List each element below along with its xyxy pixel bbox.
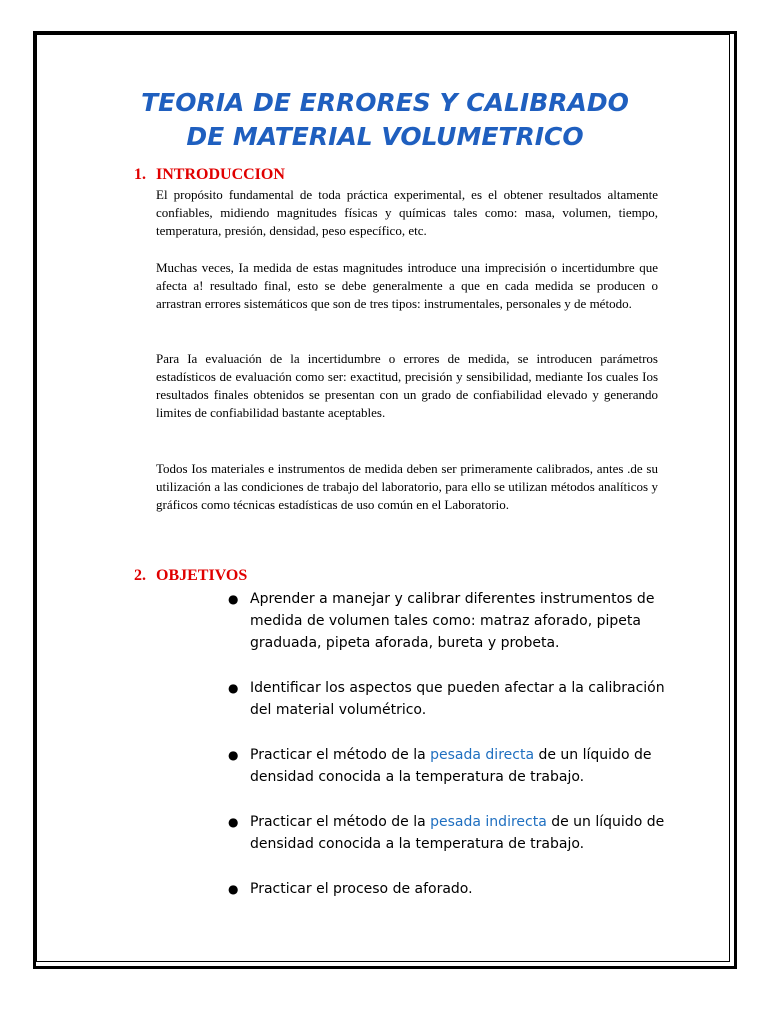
objective-text-after: de un líquido de densidad conocida a la temperatura de trabajo. (250, 814, 665, 852)
pesada-directa-link[interactable]: pesada directa (430, 747, 535, 763)
section-heading-introduccion (134, 166, 285, 184)
intro-paragraph-4: Todos Ios materiales e instrumentos de medida deben ser primeramente calibrados, antes .de su utilización a las condiciones de trabajo del laboratorio, para ello se utilizan métodos analíticos y gráficos como técnicas estadísticas de uso común en el Laboratorio. (156, 461, 658, 512)
section-title: OBJETIVOS (156, 567, 248, 584)
document-title (40, 86, 730, 154)
intro-paragraph-3: Para Ia evaluación de la incertidumbre o errores de medida, se introducen parámetros estadísticos de evaluación como ser: exactitud, precisión y sensibilidad, mediante Ios cuales Ios resultados finales obtenidos se presentan con un grado de confiabilidad elevado y generando limites de confiabilidad bastante aceptables. (156, 351, 658, 420)
bullet-icon: ● (228, 882, 239, 896)
list-item (226, 677, 666, 721)
bullet-icon: ● (228, 592, 239, 606)
objective-text: Identificar los aspectos que pueden afectar a la calibración del material volumétrico. (250, 680, 665, 718)
list-item (226, 811, 666, 855)
list-item (226, 744, 666, 788)
intro-paragraph-1: El propósito fundamental de toda práctica experimental, es el obtener resultados altamente confiables, midiendo magnitudes físicas y químicas tales como: masa, volumen, tiempo, temperatura, presión, densidad, peso específico, etc. (156, 187, 658, 238)
section-title: INTRODUCCION (156, 166, 285, 183)
bullet-icon: ● (228, 748, 239, 762)
bullet-icon: ● (228, 681, 239, 695)
title-line-2: DE MATERIAL VOLUMETRICO (186, 122, 584, 151)
objective-text: Aprender a manejar y calibrar diferentes instrumentos de medida de volumen tales como: matraz aforado, pipeta graduada, pipeta aforada, bureta y probeta. (250, 591, 655, 651)
pesada-indirecta-link[interactable]: pesada indirecta (430, 814, 547, 830)
section-heading-objetivos (134, 567, 247, 585)
title-line-1: TEORIA DE ERRORES Y CALIBRADO (141, 88, 629, 117)
list-item (226, 878, 666, 900)
section-number: 1. (134, 166, 146, 183)
intro-paragraph-2: Muchas veces, Ia medida de estas magnitudes introduce una imprecisión o incertidumbre que afecta a! resultado final, esto se debe generalmente a que en cada medida se producen o arrastran errores sistemáticos que son de tres tipos: instrumentales, personales y de método. (156, 260, 658, 311)
section-number: 2. (134, 567, 146, 584)
objective-text-before: Practicar el método de la (250, 747, 431, 763)
list-item (226, 588, 666, 654)
objective-text-before: Practicar el método de la (250, 814, 431, 830)
bullet-icon: ● (228, 815, 239, 829)
objective-text-after: de un líquido de densidad conocida a la temperatura de trabajo. (250, 747, 652, 785)
objective-text: Practicar el proceso de aforado. (250, 881, 473, 897)
objectives-list (226, 588, 666, 923)
